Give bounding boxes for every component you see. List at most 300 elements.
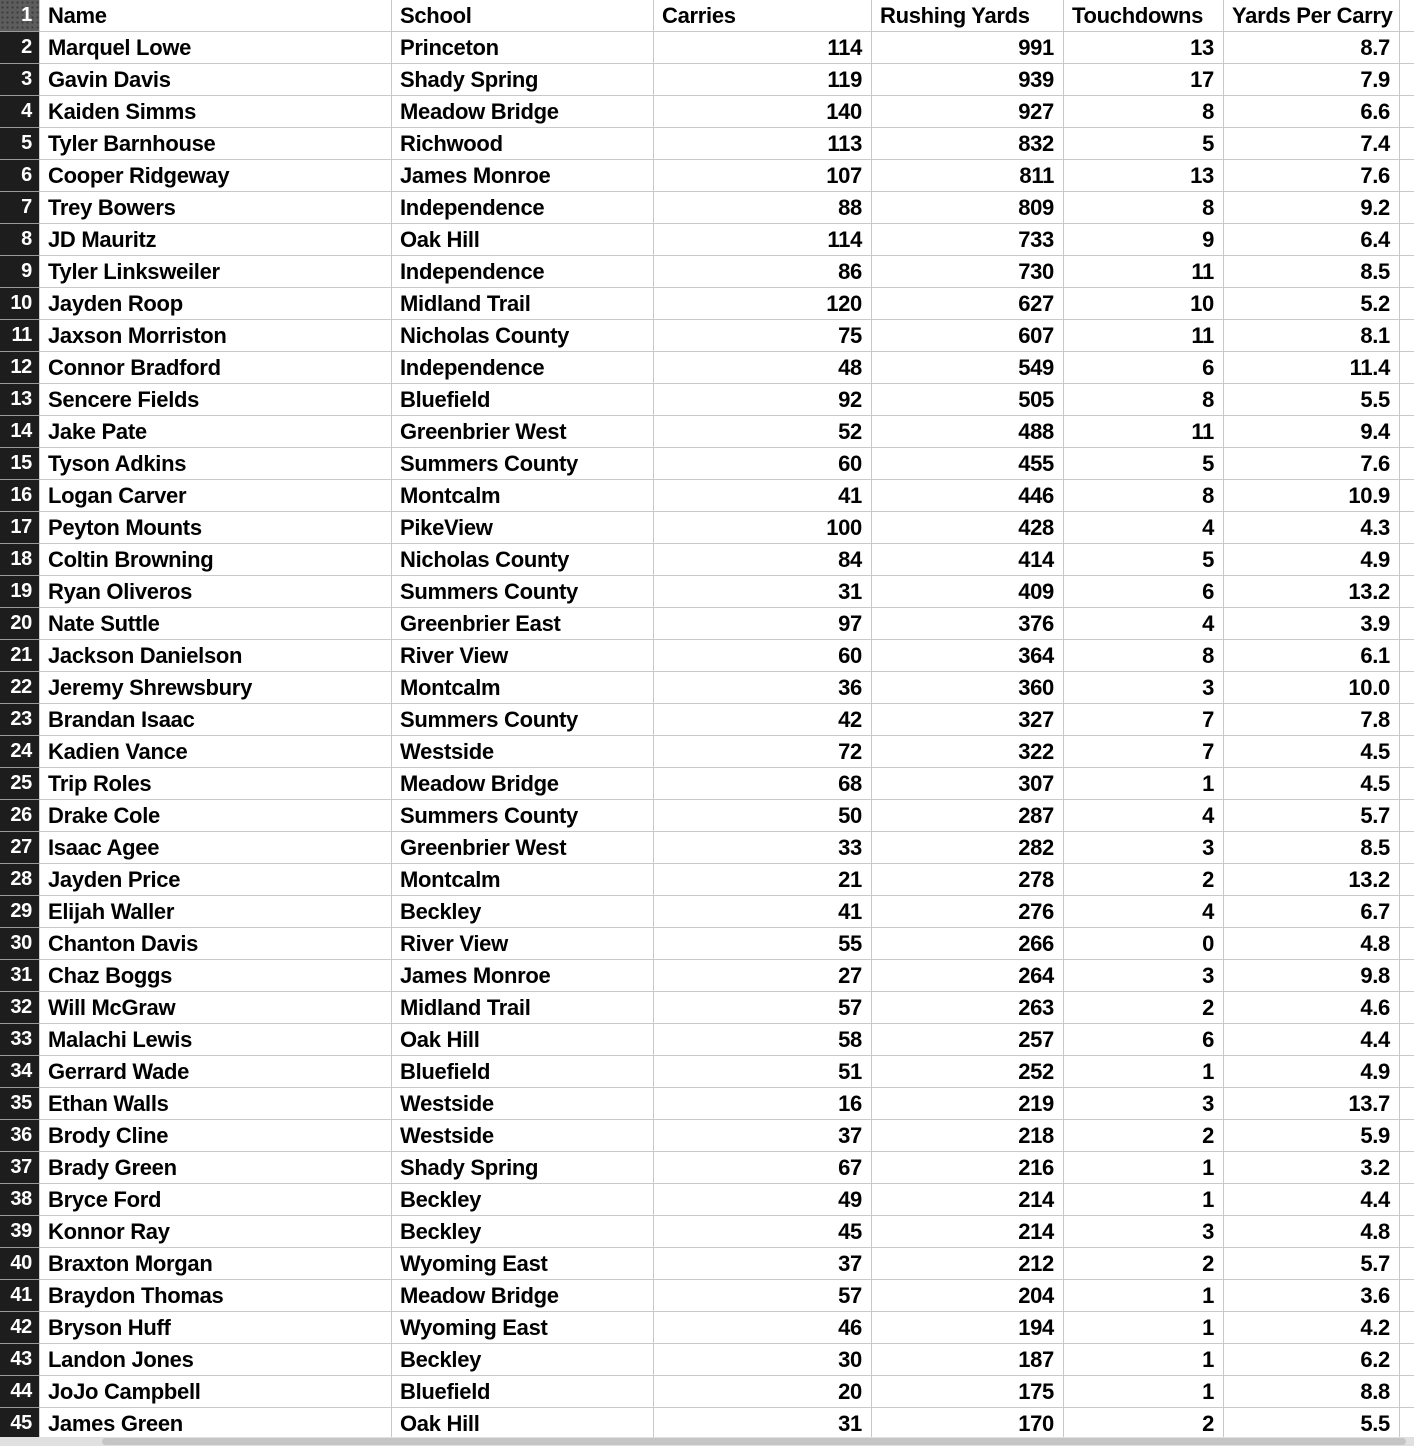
cell-name[interactable]: Bryson Huff	[40, 1312, 392, 1344]
cell-yards-per-carry[interactable]: 3.6	[1224, 1280, 1400, 1312]
cell-touchdowns[interactable]: 8	[1064, 480, 1224, 512]
cell-rushing-yards[interactable]: 627	[872, 288, 1064, 320]
row-header[interactable]: 34	[0, 1056, 40, 1088]
cell-school[interactable]: Meadow Bridge	[392, 1280, 654, 1312]
cell-yards-per-carry[interactable]: 9.8	[1224, 960, 1400, 992]
cell-name[interactable]: Tyler Barnhouse	[40, 128, 392, 160]
cell-name[interactable]: Bryce Ford	[40, 1184, 392, 1216]
cell-school[interactable]: James Monroe	[392, 160, 654, 192]
cell-name[interactable]: Logan Carver	[40, 480, 392, 512]
cell-name[interactable]: Landon Jones	[40, 1344, 392, 1376]
cell-carries[interactable]: 72	[654, 736, 872, 768]
cell-rushing-yards[interactable]: 455	[872, 448, 1064, 480]
cell-rushing-yards[interactable]: 214	[872, 1216, 1064, 1248]
cell-carries[interactable]: 97	[654, 608, 872, 640]
cell-yards-per-carry[interactable]: 4.5	[1224, 768, 1400, 800]
cell-touchdowns[interactable]: 8	[1064, 96, 1224, 128]
cell-name[interactable]: Connor Bradford	[40, 352, 392, 384]
row-header[interactable]: 42	[0, 1312, 40, 1344]
cell-name[interactable]: Jeremy Shrewsbury	[40, 672, 392, 704]
row-header[interactable]: 29	[0, 896, 40, 928]
cell-yards-per-carry[interactable]: 4.2	[1224, 1312, 1400, 1344]
row-header[interactable]: 9	[0, 256, 40, 288]
cell-school[interactable]: Independence	[392, 352, 654, 384]
cell-yards-per-carry[interactable]: 4.9	[1224, 1056, 1400, 1088]
cell-touchdowns[interactable]: 17	[1064, 64, 1224, 96]
row-header[interactable]: 19	[0, 576, 40, 608]
cell-touchdowns[interactable]: 1	[1064, 1344, 1224, 1376]
cell-carries[interactable]: 41	[654, 896, 872, 928]
column-header-carries[interactable]: Carries	[654, 0, 872, 32]
cell-yards-per-carry[interactable]: 6.7	[1224, 896, 1400, 928]
cell-school[interactable]: PikeView	[392, 512, 654, 544]
cell-yards-per-carry[interactable]: 4.8	[1224, 1216, 1400, 1248]
cell-touchdowns[interactable]: 3	[1064, 1216, 1224, 1248]
cell-yards-per-carry[interactable]: 3.2	[1224, 1152, 1400, 1184]
cell-name[interactable]: Peyton Mounts	[40, 512, 392, 544]
cell-name[interactable]: Brody Cline	[40, 1120, 392, 1152]
cell-school[interactable]: Montcalm	[392, 480, 654, 512]
cell-touchdowns[interactable]: 0	[1064, 928, 1224, 960]
cell-carries[interactable]: 100	[654, 512, 872, 544]
cell-rushing-yards[interactable]: 252	[872, 1056, 1064, 1088]
column-header-school[interactable]: School	[392, 0, 654, 32]
cell-touchdowns[interactable]: 6	[1064, 352, 1224, 384]
cell-yards-per-carry[interactable]: 11.4	[1224, 352, 1400, 384]
cell-yards-per-carry[interactable]: 6.6	[1224, 96, 1400, 128]
cell-yards-per-carry[interactable]: 4.4	[1224, 1184, 1400, 1216]
cell-yards-per-carry[interactable]: 5.9	[1224, 1120, 1400, 1152]
cell-touchdowns[interactable]: 1	[1064, 1056, 1224, 1088]
cell-name[interactable]: Brady Green	[40, 1152, 392, 1184]
cell-name[interactable]: Gerrard Wade	[40, 1056, 392, 1088]
cell-rushing-yards[interactable]: 194	[872, 1312, 1064, 1344]
cell-touchdowns[interactable]: 2	[1064, 1120, 1224, 1152]
cell-touchdowns[interactable]: 4	[1064, 896, 1224, 928]
cell-name[interactable]: Malachi Lewis	[40, 1024, 392, 1056]
cell-touchdowns[interactable]: 1	[1064, 768, 1224, 800]
row-header[interactable]: 41	[0, 1280, 40, 1312]
row-header[interactable]: 8	[0, 224, 40, 256]
cell-rushing-yards[interactable]: 187	[872, 1344, 1064, 1376]
cell-name[interactable]: Cooper Ridgeway	[40, 160, 392, 192]
cell-touchdowns[interactable]: 10	[1064, 288, 1224, 320]
cell-carries[interactable]: 119	[654, 64, 872, 96]
cell-yards-per-carry[interactable]: 7.6	[1224, 160, 1400, 192]
cell-touchdowns[interactable]: 2	[1064, 1248, 1224, 1280]
cell-yards-per-carry[interactable]: 8.5	[1224, 832, 1400, 864]
column-header-name[interactable]: Name	[40, 0, 392, 32]
column-header-touchdowns[interactable]: Touchdowns	[1064, 0, 1224, 32]
cell-yards-per-carry[interactable]: 5.5	[1224, 384, 1400, 416]
cell-name[interactable]: Jayden Roop	[40, 288, 392, 320]
cell-touchdowns[interactable]: 11	[1064, 256, 1224, 288]
cell-yards-per-carry[interactable]: 7.4	[1224, 128, 1400, 160]
row-header[interactable]: 21	[0, 640, 40, 672]
cell-touchdowns[interactable]: 5	[1064, 128, 1224, 160]
cell-touchdowns[interactable]: 8	[1064, 192, 1224, 224]
cell-name[interactable]: Trey Bowers	[40, 192, 392, 224]
row-header[interactable]: 13	[0, 384, 40, 416]
cell-rushing-yards[interactable]: 409	[872, 576, 1064, 608]
cell-rushing-yards[interactable]: 214	[872, 1184, 1064, 1216]
row-header[interactable]: 11	[0, 320, 40, 352]
cell-yards-per-carry[interactable]: 6.1	[1224, 640, 1400, 672]
cell-yards-per-carry[interactable]: 7.9	[1224, 64, 1400, 96]
cell-name[interactable]: Jackson Danielson	[40, 640, 392, 672]
cell-yards-per-carry[interactable]: 6.2	[1224, 1344, 1400, 1376]
cell-carries[interactable]: 84	[654, 544, 872, 576]
cell-name[interactable]: Braydon Thomas	[40, 1280, 392, 1312]
cell-rushing-yards[interactable]: 730	[872, 256, 1064, 288]
row-header[interactable]: 43	[0, 1344, 40, 1376]
cell-touchdowns[interactable]: 8	[1064, 384, 1224, 416]
cell-touchdowns[interactable]: 5	[1064, 448, 1224, 480]
cell-touchdowns[interactable]: 13	[1064, 160, 1224, 192]
cell-carries[interactable]: 31	[654, 576, 872, 608]
cell-school[interactable]: River View	[392, 928, 654, 960]
row-header[interactable]: 2	[0, 32, 40, 64]
cell-touchdowns[interactable]: 1	[1064, 1152, 1224, 1184]
cell-touchdowns[interactable]: 7	[1064, 736, 1224, 768]
cell-yards-per-carry[interactable]: 5.7	[1224, 800, 1400, 832]
cell-name[interactable]: Will McGraw	[40, 992, 392, 1024]
row-header[interactable]: 35	[0, 1088, 40, 1120]
cell-touchdowns[interactable]: 5	[1064, 544, 1224, 576]
cell-carries[interactable]: 21	[654, 864, 872, 896]
cell-rushing-yards[interactable]: 360	[872, 672, 1064, 704]
cell-school[interactable]: Beckley	[392, 896, 654, 928]
row-header[interactable]: 24	[0, 736, 40, 768]
cell-rushing-yards[interactable]: 809	[872, 192, 1064, 224]
cell-name[interactable]: Elijah Waller	[40, 896, 392, 928]
cell-rushing-yards[interactable]: 549	[872, 352, 1064, 384]
cell-school[interactable]: Greenbrier East	[392, 608, 654, 640]
cell-carries[interactable]: 52	[654, 416, 872, 448]
row-header[interactable]: 36	[0, 1120, 40, 1152]
cell-touchdowns[interactable]: 3	[1064, 672, 1224, 704]
row-header-1[interactable]: 1	[0, 0, 40, 32]
cell-carries[interactable]: 51	[654, 1056, 872, 1088]
cell-rushing-yards[interactable]: 488	[872, 416, 1064, 448]
cell-carries[interactable]: 113	[654, 128, 872, 160]
cell-yards-per-carry[interactable]: 13.7	[1224, 1088, 1400, 1120]
cell-touchdowns[interactable]: 1	[1064, 1312, 1224, 1344]
cell-rushing-yards[interactable]: 278	[872, 864, 1064, 896]
cell-rushing-yards[interactable]: 175	[872, 1376, 1064, 1408]
cell-rushing-yards[interactable]: 282	[872, 832, 1064, 864]
cell-name[interactable]: Gavin Davis	[40, 64, 392, 96]
cell-touchdowns[interactable]: 4	[1064, 800, 1224, 832]
row-header[interactable]: 20	[0, 608, 40, 640]
cell-rushing-yards[interactable]: 832	[872, 128, 1064, 160]
cell-carries[interactable]: 30	[654, 1344, 872, 1376]
cell-touchdowns[interactable]: 11	[1064, 320, 1224, 352]
cell-carries[interactable]: 140	[654, 96, 872, 128]
cell-touchdowns[interactable]: 2	[1064, 864, 1224, 896]
cell-carries[interactable]: 45	[654, 1216, 872, 1248]
cell-carries[interactable]: 114	[654, 32, 872, 64]
cell-school[interactable]: Wyoming East	[392, 1248, 654, 1280]
cell-name[interactable]: Tyson Adkins	[40, 448, 392, 480]
cell-school[interactable]: Independence	[392, 256, 654, 288]
cell-rushing-yards[interactable]: 266	[872, 928, 1064, 960]
cell-name[interactable]: James Green	[40, 1408, 392, 1440]
cell-name[interactable]: Konnor Ray	[40, 1216, 392, 1248]
cell-touchdowns[interactable]: 2	[1064, 992, 1224, 1024]
cell-yards-per-carry[interactable]: 9.4	[1224, 416, 1400, 448]
row-header[interactable]: 38	[0, 1184, 40, 1216]
cell-name[interactable]: Braxton Morgan	[40, 1248, 392, 1280]
cell-rushing-yards[interactable]: 376	[872, 608, 1064, 640]
cell-touchdowns[interactable]: 3	[1064, 1088, 1224, 1120]
cell-name[interactable]: Isaac Agee	[40, 832, 392, 864]
row-header[interactable]: 17	[0, 512, 40, 544]
cell-carries[interactable]: 57	[654, 992, 872, 1024]
cell-carries[interactable]: 27	[654, 960, 872, 992]
cell-school[interactable]: Meadow Bridge	[392, 96, 654, 128]
cell-name[interactable]: Sencere Fields	[40, 384, 392, 416]
row-header[interactable]: 40	[0, 1248, 40, 1280]
cell-school[interactable]: James Monroe	[392, 960, 654, 992]
cell-school[interactable]: Shady Spring	[392, 1152, 654, 1184]
cell-carries[interactable]: 120	[654, 288, 872, 320]
cell-yards-per-carry[interactable]: 8.1	[1224, 320, 1400, 352]
cell-school[interactable]: Westside	[392, 1088, 654, 1120]
cell-school[interactable]: Bluefield	[392, 384, 654, 416]
column-header-rushing-yards[interactable]: Rushing Yards	[872, 0, 1064, 32]
cell-school[interactable]: Midland Trail	[392, 288, 654, 320]
cell-touchdowns[interactable]: 8	[1064, 640, 1224, 672]
cell-name[interactable]: Ethan Walls	[40, 1088, 392, 1120]
cell-rushing-yards[interactable]: 264	[872, 960, 1064, 992]
cell-carries[interactable]: 31	[654, 1408, 872, 1440]
cell-rushing-yards[interactable]: 219	[872, 1088, 1064, 1120]
cell-school[interactable]: Oak Hill	[392, 1024, 654, 1056]
cell-yards-per-carry[interactable]: 4.6	[1224, 992, 1400, 1024]
cell-school[interactable]: Greenbrier West	[392, 416, 654, 448]
cell-rushing-yards[interactable]: 939	[872, 64, 1064, 96]
horizontal-scrollbar-thumb[interactable]	[102, 1438, 1406, 1445]
cell-touchdowns[interactable]: 3	[1064, 960, 1224, 992]
cell-rushing-yards[interactable]: 414	[872, 544, 1064, 576]
cell-school[interactable]: Beckley	[392, 1184, 654, 1216]
cell-touchdowns[interactable]: 1	[1064, 1280, 1224, 1312]
cell-school[interactable]: Summers County	[392, 704, 654, 736]
row-header[interactable]: 16	[0, 480, 40, 512]
cell-yards-per-carry[interactable]: 4.9	[1224, 544, 1400, 576]
cell-name[interactable]: Tyler Linksweiler	[40, 256, 392, 288]
cell-touchdowns[interactable]: 7	[1064, 704, 1224, 736]
cell-carries[interactable]: 55	[654, 928, 872, 960]
cell-rushing-yards[interactable]: 428	[872, 512, 1064, 544]
cell-school[interactable]: Bluefield	[392, 1056, 654, 1088]
cell-school[interactable]: Summers County	[392, 448, 654, 480]
cell-carries[interactable]: 41	[654, 480, 872, 512]
row-header[interactable]: 12	[0, 352, 40, 384]
cell-school[interactable]: Nicholas County	[392, 544, 654, 576]
cell-rushing-yards[interactable]: 204	[872, 1280, 1064, 1312]
cell-school[interactable]: Bluefield	[392, 1376, 654, 1408]
cell-name[interactable]: Ryan Oliveros	[40, 576, 392, 608]
cell-name[interactable]: Kaiden Simms	[40, 96, 392, 128]
cell-school[interactable]: Wyoming East	[392, 1312, 654, 1344]
cell-rushing-yards[interactable]: 307	[872, 768, 1064, 800]
row-header[interactable]: 7	[0, 192, 40, 224]
cell-touchdowns[interactable]: 6	[1064, 576, 1224, 608]
cell-carries[interactable]: 50	[654, 800, 872, 832]
cell-school[interactable]: Meadow Bridge	[392, 768, 654, 800]
row-header[interactable]: 26	[0, 800, 40, 832]
cell-rushing-yards[interactable]: 216	[872, 1152, 1064, 1184]
cell-school[interactable]: Beckley	[392, 1216, 654, 1248]
cell-carries[interactable]: 86	[654, 256, 872, 288]
cell-carries[interactable]: 68	[654, 768, 872, 800]
row-header[interactable]: 37	[0, 1152, 40, 1184]
cell-name[interactable]: Chanton Davis	[40, 928, 392, 960]
cell-carries[interactable]: 37	[654, 1248, 872, 1280]
row-header[interactable]: 25	[0, 768, 40, 800]
cell-rushing-yards[interactable]: 218	[872, 1120, 1064, 1152]
cell-yards-per-carry[interactable]: 5.7	[1224, 1248, 1400, 1280]
cell-name[interactable]: JD Mauritz	[40, 224, 392, 256]
cell-school[interactable]: Summers County	[392, 800, 654, 832]
cell-rushing-yards[interactable]: 505	[872, 384, 1064, 416]
cell-carries[interactable]: 42	[654, 704, 872, 736]
row-header[interactable]: 31	[0, 960, 40, 992]
cell-rushing-yards[interactable]: 212	[872, 1248, 1064, 1280]
cell-carries[interactable]: 114	[654, 224, 872, 256]
cell-rushing-yards[interactable]: 287	[872, 800, 1064, 832]
cell-touchdowns[interactable]: 4	[1064, 512, 1224, 544]
row-header[interactable]: 39	[0, 1216, 40, 1248]
row-header[interactable]: 6	[0, 160, 40, 192]
cell-carries[interactable]: 20	[654, 1376, 872, 1408]
cell-rushing-yards[interactable]: 170	[872, 1408, 1064, 1440]
cell-carries[interactable]: 36	[654, 672, 872, 704]
column-header-yards-per-carry[interactable]: Yards Per Carry	[1224, 0, 1400, 32]
cell-school[interactable]: Montcalm	[392, 864, 654, 896]
cell-rushing-yards[interactable]: 276	[872, 896, 1064, 928]
cell-touchdowns[interactable]: 2	[1064, 1408, 1224, 1440]
cell-name[interactable]: Trip Roles	[40, 768, 392, 800]
cell-yards-per-carry[interactable]: 8.7	[1224, 32, 1400, 64]
cell-carries[interactable]: 49	[654, 1184, 872, 1216]
cell-touchdowns[interactable]: 11	[1064, 416, 1224, 448]
cell-school[interactable]: Summers County	[392, 576, 654, 608]
cell-carries[interactable]: 60	[654, 448, 872, 480]
cell-name[interactable]: Coltin Browning	[40, 544, 392, 576]
cell-yards-per-carry[interactable]: 7.8	[1224, 704, 1400, 736]
cell-yards-per-carry[interactable]: 9.2	[1224, 192, 1400, 224]
cell-carries[interactable]: 33	[654, 832, 872, 864]
cell-yards-per-carry[interactable]: 5.2	[1224, 288, 1400, 320]
row-header[interactable]: 14	[0, 416, 40, 448]
cell-carries[interactable]: 57	[654, 1280, 872, 1312]
cell-yards-per-carry[interactable]: 3.9	[1224, 608, 1400, 640]
row-header[interactable]: 4	[0, 96, 40, 128]
cell-rushing-yards[interactable]: 364	[872, 640, 1064, 672]
cell-carries[interactable]: 48	[654, 352, 872, 384]
row-header[interactable]: 27	[0, 832, 40, 864]
cell-touchdowns[interactable]: 1	[1064, 1184, 1224, 1216]
cell-touchdowns[interactable]: 13	[1064, 32, 1224, 64]
cell-school[interactable]: Oak Hill	[392, 1408, 654, 1440]
row-header[interactable]: 33	[0, 1024, 40, 1056]
cell-rushing-yards[interactable]: 327	[872, 704, 1064, 736]
row-header[interactable]: 18	[0, 544, 40, 576]
cell-yards-per-carry[interactable]: 4.3	[1224, 512, 1400, 544]
cell-name[interactable]: Drake Cole	[40, 800, 392, 832]
cell-school[interactable]: Beckley	[392, 1344, 654, 1376]
cell-carries[interactable]: 88	[654, 192, 872, 224]
cell-school[interactable]: Westside	[392, 1120, 654, 1152]
cell-school[interactable]: Oak Hill	[392, 224, 654, 256]
cell-yards-per-carry[interactable]: 10.9	[1224, 480, 1400, 512]
cell-carries[interactable]: 107	[654, 160, 872, 192]
cell-carries[interactable]: 46	[654, 1312, 872, 1344]
row-header[interactable]: 3	[0, 64, 40, 96]
cell-rushing-yards[interactable]: 446	[872, 480, 1064, 512]
cell-name[interactable]: Nate Suttle	[40, 608, 392, 640]
cell-school[interactable]: Greenbrier West	[392, 832, 654, 864]
row-header[interactable]: 28	[0, 864, 40, 896]
cell-yards-per-carry[interactable]: 13.2	[1224, 576, 1400, 608]
cell-school[interactable]: Independence	[392, 192, 654, 224]
cell-touchdowns[interactable]: 9	[1064, 224, 1224, 256]
cell-name[interactable]: JoJo Campbell	[40, 1376, 392, 1408]
cell-carries[interactable]: 92	[654, 384, 872, 416]
cell-school[interactable]: Montcalm	[392, 672, 654, 704]
cell-name[interactable]: Jaxson Morriston	[40, 320, 392, 352]
row-header[interactable]: 10	[0, 288, 40, 320]
cell-yards-per-carry[interactable]: 8.5	[1224, 256, 1400, 288]
horizontal-scrollbar-track[interactable]	[0, 1437, 1414, 1446]
row-header[interactable]: 22	[0, 672, 40, 704]
cell-carries[interactable]: 37	[654, 1120, 872, 1152]
cell-rushing-yards[interactable]: 927	[872, 96, 1064, 128]
cell-touchdowns[interactable]: 4	[1064, 608, 1224, 640]
row-header[interactable]: 45	[0, 1408, 40, 1440]
cell-touchdowns[interactable]: 3	[1064, 832, 1224, 864]
row-header[interactable]: 30	[0, 928, 40, 960]
cell-yards-per-carry[interactable]: 7.6	[1224, 448, 1400, 480]
cell-rushing-yards[interactable]: 263	[872, 992, 1064, 1024]
cell-rushing-yards[interactable]: 322	[872, 736, 1064, 768]
cell-name[interactable]: Brandan Isaac	[40, 704, 392, 736]
cell-touchdowns[interactable]: 6	[1064, 1024, 1224, 1056]
cell-rushing-yards[interactable]: 607	[872, 320, 1064, 352]
row-header[interactable]: 23	[0, 704, 40, 736]
cell-carries[interactable]: 16	[654, 1088, 872, 1120]
cell-school[interactable]: River View	[392, 640, 654, 672]
cell-yards-per-carry[interactable]: 13.2	[1224, 864, 1400, 896]
cell-name[interactable]: Marquel Lowe	[40, 32, 392, 64]
cell-yards-per-carry[interactable]: 4.4	[1224, 1024, 1400, 1056]
row-header[interactable]: 32	[0, 992, 40, 1024]
cell-name[interactable]: Jayden Price	[40, 864, 392, 896]
row-header[interactable]: 5	[0, 128, 40, 160]
cell-name[interactable]: Jake Pate	[40, 416, 392, 448]
cell-touchdowns[interactable]: 1	[1064, 1376, 1224, 1408]
cell-yards-per-carry[interactable]: 4.8	[1224, 928, 1400, 960]
cell-name[interactable]: Kadien Vance	[40, 736, 392, 768]
cell-carries[interactable]: 58	[654, 1024, 872, 1056]
cell-carries[interactable]: 67	[654, 1152, 872, 1184]
cell-rushing-yards[interactable]: 991	[872, 32, 1064, 64]
cell-yards-per-carry[interactable]: 4.5	[1224, 736, 1400, 768]
row-header[interactable]: 15	[0, 448, 40, 480]
